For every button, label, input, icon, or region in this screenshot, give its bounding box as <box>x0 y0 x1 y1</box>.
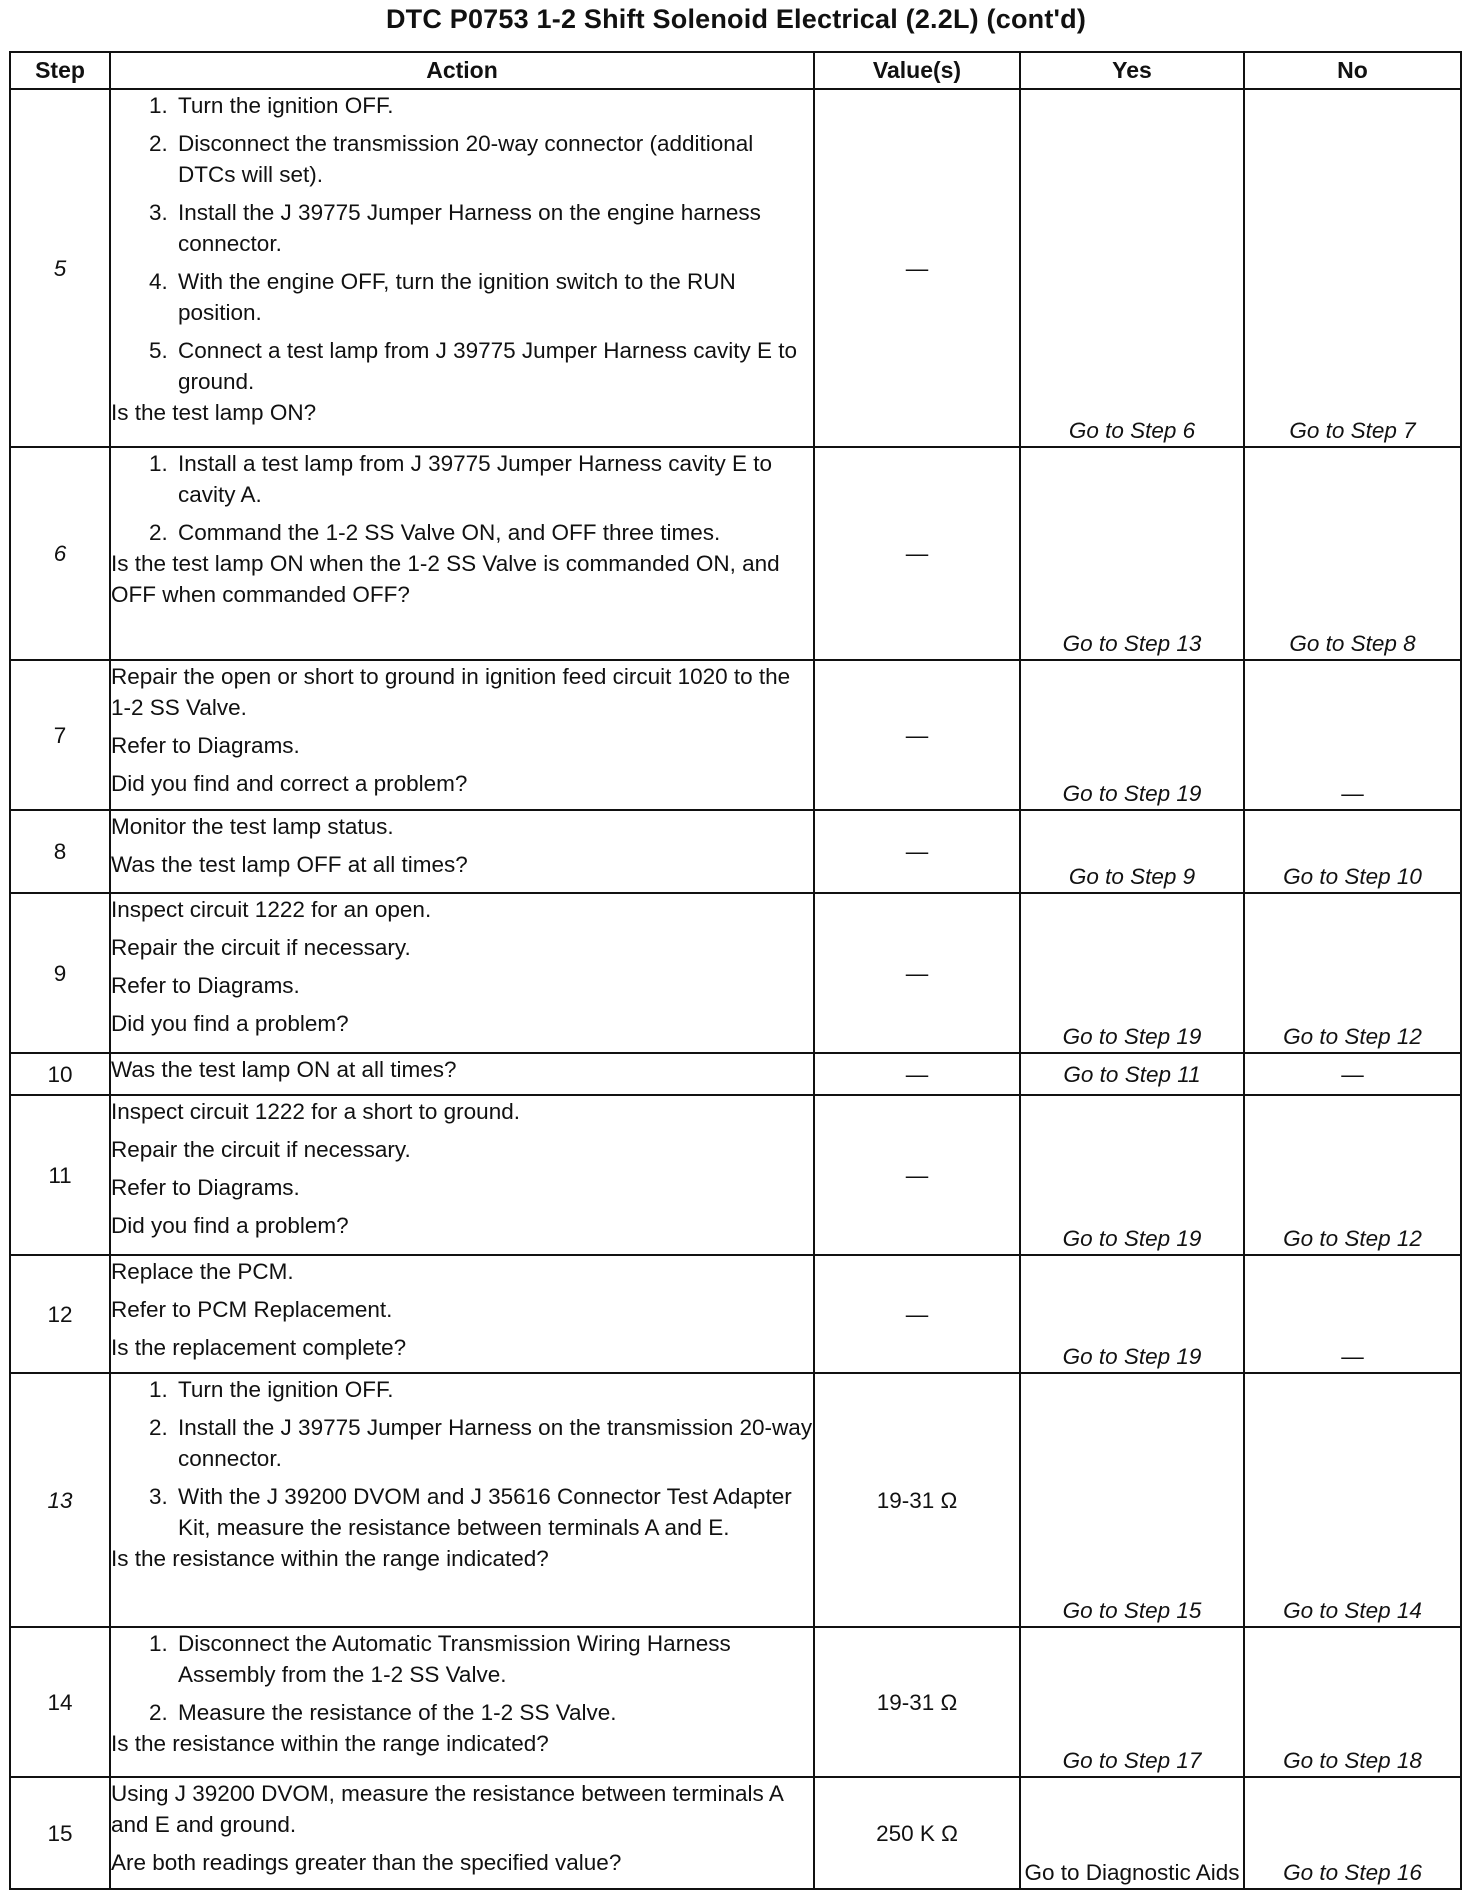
action-item: 3. With the J 39200 DVOM and J 35616 Connector Test Adapter Kit, measure the resistance between terminals A and E. <box>174 1481 813 1543</box>
action-line: Inspect circuit 1222 for a short to ground. <box>111 1099 520 1124</box>
action-cell <box>110 447 814 660</box>
action-line: Was the test lamp ON at all times? <box>111 1057 457 1082</box>
no-cell: — <box>1244 1255 1461 1373</box>
table-row <box>10 1053 1461 1095</box>
action-line: Did you find a problem? <box>111 1011 349 1036</box>
action-cell <box>110 1255 814 1373</box>
action-item: 2. Command the 1-2 SS Valve ON, and OFF three times. <box>174 517 813 548</box>
yes-cell: Go to Step 17 <box>1020 1627 1244 1777</box>
value-cell: 19-31 Ω <box>814 1627 1020 1777</box>
header-action: Action <box>110 52 814 89</box>
step-number: 7 <box>10 660 110 810</box>
table-row <box>10 1255 1461 1373</box>
diagnostic-table <box>9 51 1462 1890</box>
table-row <box>10 1777 1461 1889</box>
step-number: 14 <box>10 1627 110 1777</box>
step-number: 15 <box>10 1777 110 1889</box>
yes-cell: Go to Diagnostic Aids <box>1020 1777 1244 1889</box>
no-cell: — <box>1244 660 1461 810</box>
step-number: 8 <box>10 810 110 893</box>
header-values: Value(s) <box>814 52 1020 89</box>
no-cell: Go to Step 14 <box>1244 1373 1461 1627</box>
no-cell: Go to Step 12 <box>1244 893 1461 1053</box>
no-cell: Go to Step 12 <box>1244 1095 1461 1255</box>
yes-cell: Go to Step 11 <box>1020 1053 1244 1095</box>
value-cell: — <box>814 89 1020 447</box>
value-cell: 250 K Ω <box>814 1777 1020 1889</box>
table-row <box>10 810 1461 893</box>
action-question: Is the test lamp ON when the 1-2 SS Valve is commanded ON, and OFF when commanded OFF? <box>111 551 780 607</box>
action-cell <box>110 810 814 893</box>
yes-cell: Go to Step 6 <box>1020 89 1244 447</box>
action-item: 4. With the engine OFF, turn the ignition switch to the RUN position. <box>174 266 813 328</box>
no-cell: Go to Step 10 <box>1244 810 1461 893</box>
action-cell <box>110 1053 814 1095</box>
action-item: 1. Install a test lamp from J 39775 Jumper Harness cavity E to cavity A. <box>174 448 813 510</box>
table-row <box>10 1627 1461 1777</box>
action-line: Did you find a problem? <box>111 1213 349 1238</box>
no-cell: — <box>1244 1053 1461 1095</box>
value-cell: — <box>814 1053 1020 1095</box>
header-yes: Yes <box>1020 52 1244 89</box>
action-line: Refer to Diagrams. <box>111 733 300 758</box>
header-no: No <box>1244 52 1461 89</box>
step-number: 11 <box>10 1095 110 1255</box>
step-number: 13 <box>10 1373 110 1627</box>
action-cell <box>110 1373 814 1627</box>
action-line: Refer to PCM Replacement. <box>111 1297 393 1322</box>
step-number: 10 <box>10 1053 110 1095</box>
table-row <box>10 893 1461 1053</box>
value-cell: — <box>814 660 1020 810</box>
step-number: 9 <box>10 893 110 1053</box>
yes-cell: Go to Step 9 <box>1020 810 1244 893</box>
table-row <box>10 447 1461 660</box>
action-line: Inspect circuit 1222 for an open. <box>111 897 432 922</box>
yes-cell: Go to Step 13 <box>1020 447 1244 660</box>
action-line: Using J 39200 DVOM, measure the resistance between terminals A and E and ground. <box>111 1781 783 1837</box>
action-question: Is the test lamp ON? <box>111 400 317 425</box>
yes-cell: Go to Step 19 <box>1020 1255 1244 1373</box>
action-line: Repair the circuit if necessary. <box>111 935 411 960</box>
action-item: 1. Disconnect the Automatic Transmission Wiring Harness Assembly from the 1-2 SS Valve. <box>174 1628 813 1690</box>
page-title: DTC P0753 1-2 Shift Solenoid Electrical (2.2L) (cont'd) <box>385 4 1087 34</box>
action-line: Refer to Diagrams. <box>111 973 300 998</box>
value-cell: — <box>814 1255 1020 1373</box>
action-line: Replace the PCM. <box>111 1259 294 1284</box>
no-cell: Go to Step 16 <box>1244 1777 1461 1889</box>
value-cell: — <box>814 810 1020 893</box>
header-step: Step <box>10 52 110 89</box>
no-cell: Go to Step 8 <box>1244 447 1461 660</box>
action-item: 2. Install the J 39775 Jumper Harness on the transmission 20-way connector. <box>174 1412 813 1474</box>
action-line: Are both readings greater than the specified value? <box>111 1850 622 1875</box>
action-line: Repair the open or short to ground in ignition feed circuit 1020 to the 1-2 SS Valve. <box>111 664 791 720</box>
action-line: Was the test lamp OFF at all times? <box>111 852 468 877</box>
table-row <box>10 660 1461 810</box>
value-cell: — <box>814 447 1020 660</box>
action-line: Repair the circuit if necessary. <box>111 1137 411 1162</box>
no-cell: Go to Step 7 <box>1244 89 1461 447</box>
action-item: 3. Install the J 39775 Jumper Harness on the engine harness connector. <box>174 197 813 259</box>
action-cell <box>110 660 814 810</box>
table-row <box>10 1373 1461 1627</box>
action-question: Is the resistance within the range indicated? <box>111 1546 549 1571</box>
action-cell <box>110 1777 814 1889</box>
table-header-row <box>10 52 1461 89</box>
value-cell: — <box>814 1095 1020 1255</box>
action-item: 1. Turn the ignition OFF. <box>174 1374 813 1405</box>
action-cell <box>110 1095 814 1255</box>
yes-cell: Go to Step 19 <box>1020 660 1244 810</box>
table-row <box>10 89 1461 447</box>
step-number: 5 <box>10 89 110 447</box>
no-cell: Go to Step 18 <box>1244 1627 1461 1777</box>
action-item: 1. Turn the ignition OFF. <box>174 90 813 121</box>
action-item: 5. Connect a test lamp from J 39775 Jumper Harness cavity E to ground. <box>174 335 813 397</box>
action-question: Is the resistance within the range indicated? <box>111 1731 549 1756</box>
action-cell <box>110 1627 814 1777</box>
action-item: 2. Disconnect the transmission 20-way connector (additional DTCs will set). <box>174 128 813 190</box>
step-number: 6 <box>10 447 110 660</box>
step-number: 12 <box>10 1255 110 1373</box>
action-line: Did you find and correct a problem? <box>111 771 468 796</box>
yes-cell: Go to Step 15 <box>1020 1373 1244 1627</box>
value-cell: — <box>814 893 1020 1053</box>
yes-cell: Go to Step 19 <box>1020 893 1244 1053</box>
table-row <box>10 1095 1461 1255</box>
action-cell <box>110 89 814 447</box>
action-item: 2. Measure the resistance of the 1-2 SS Valve. <box>174 1697 813 1728</box>
action-line: Monitor the test lamp status. <box>111 814 394 839</box>
action-line: Refer to Diagrams. <box>111 1175 300 1200</box>
yes-cell: Go to Step 19 <box>1020 1095 1244 1255</box>
action-cell <box>110 893 814 1053</box>
action-line: Is the replacement complete? <box>111 1335 407 1360</box>
value-cell: 19-31 Ω <box>814 1373 1020 1627</box>
